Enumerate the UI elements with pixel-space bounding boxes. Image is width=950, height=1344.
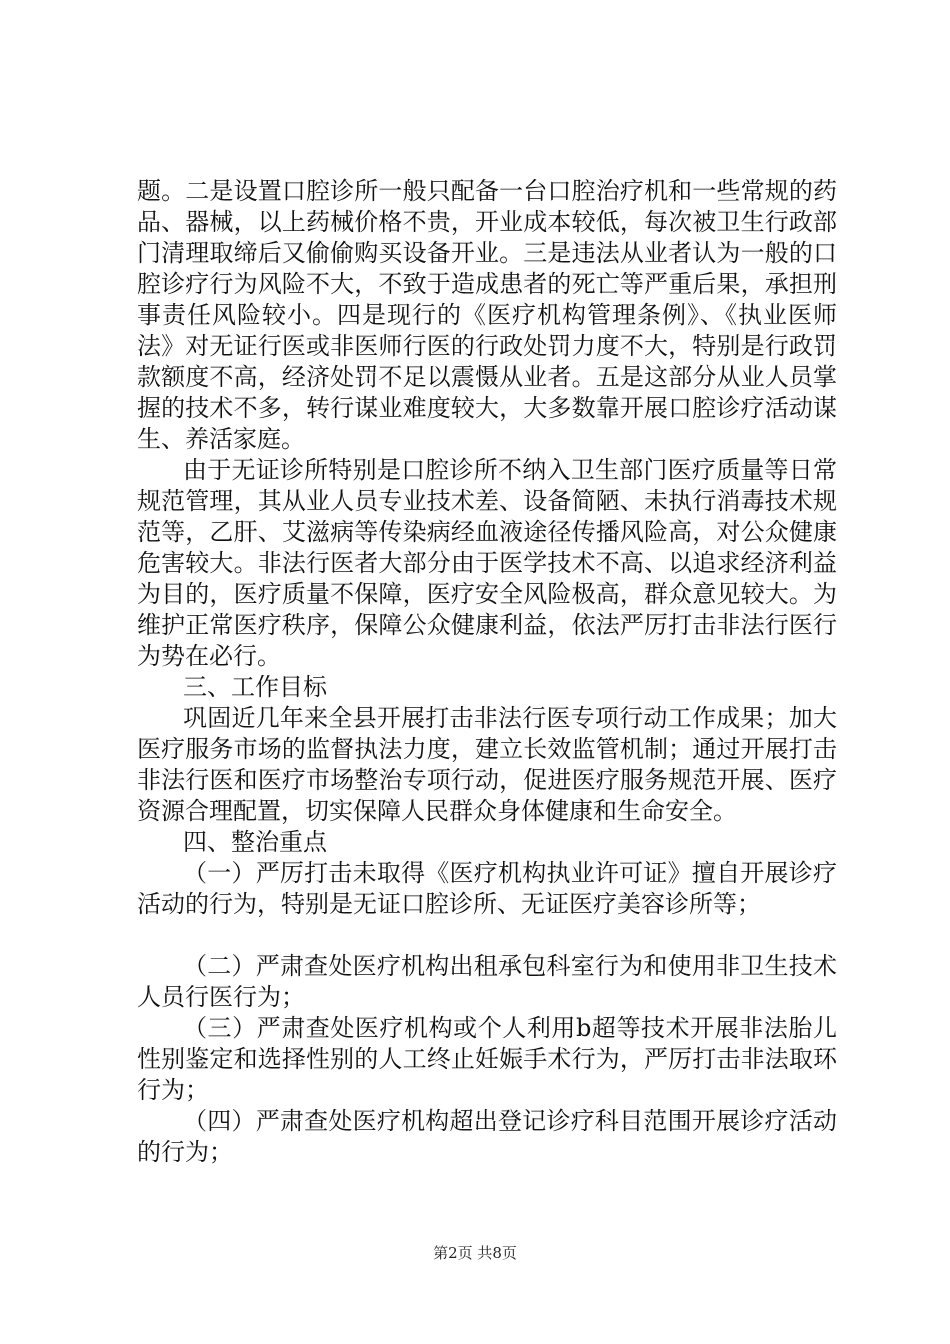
list-item-2: （二）严肃查处医疗机构出租承包科室行为和使用非卫生技术人员行医行为；: [137, 952, 837, 1011]
document-body: [137, 176, 837, 1168]
paragraph-illegal-practice-harm: 由于无证诊所特别是口腔诊所不纳入卫生部门医疗质量等日常规范管理，其从业人员专业技术差、设备简陋、未执行消毒技术规范等，乙肝、艾滋病等传染病经血液途径传播风险高，对公众健康危害较大。非法行医者大部分由于医学技术不高、以追求经济利益为目的，医疗质量不保障，医疗安全风险极高，群众意见较大。为维护正常医疗秩序，保障公众健康利益，依法严厉打击非法行医行为势在必行。: [137, 456, 837, 670]
list-item-3: （三）严肃查处医疗机构或个人利用b超等技术开展非法胎儿性别鉴定和选择性别的人工终止妊娠手术行为，严厉打击非法取环行为；: [137, 1014, 837, 1104]
section-heading-key-points: 四、整治重点: [183, 828, 327, 856]
list-item-1: （一）严厉打击未取得《医疗机构执业许可证》擅自开展诊疗活动的行为，特别是无证口腔诊所、无证医疗美容诊所等；: [137, 859, 837, 918]
section-heading-work-goals: 三、工作目标: [183, 673, 327, 701]
list-item-4: （四）严肃查处医疗机构超出登记诊疗科目范围开展诊疗活动的行为；: [137, 1107, 837, 1166]
blank-line: [137, 920, 837, 951]
paragraph-work-goals: 巩固近几年来全县开展打击非法行医专项行动工作成果；加大医疗服务市场的监督执法力度，建立长效监管机制；通过开展打击非法行医和医疗市场整治专项行动，促进医疗服务规范开展、医疗资源合理配置，切实保障人民群众身体健康和生命安全。: [137, 704, 837, 825]
page-footer: [0, 1243, 950, 1263]
page-number: 第2页 共8页: [433, 1244, 517, 1262]
paragraph-continued: 题。二是设置口腔诊所一般只配备一台口腔治疗机和一些常规的药品、器械，以上药械价格不贵，开业成本较低，每次被卫生行政部门清理取缔后又偷偷购买设备开业。三是违法从业者认为一般的口腔诊疗行为风险不大，不致于造成患者的死亡等严重后果，承担刑事责任风险较小。四是现行的《医疗机构管理条例》、《执业医师法》对无证行医或非医师行医的行政处罚力度不大，特别是行政罚款额度不高，经济处罚不足以震慑从业者。五是这部分从业人员掌握的技术不多，转行谋业难度较大，大多数靠开展口腔诊疗活动谋生、养活家庭。: [137, 177, 837, 453]
